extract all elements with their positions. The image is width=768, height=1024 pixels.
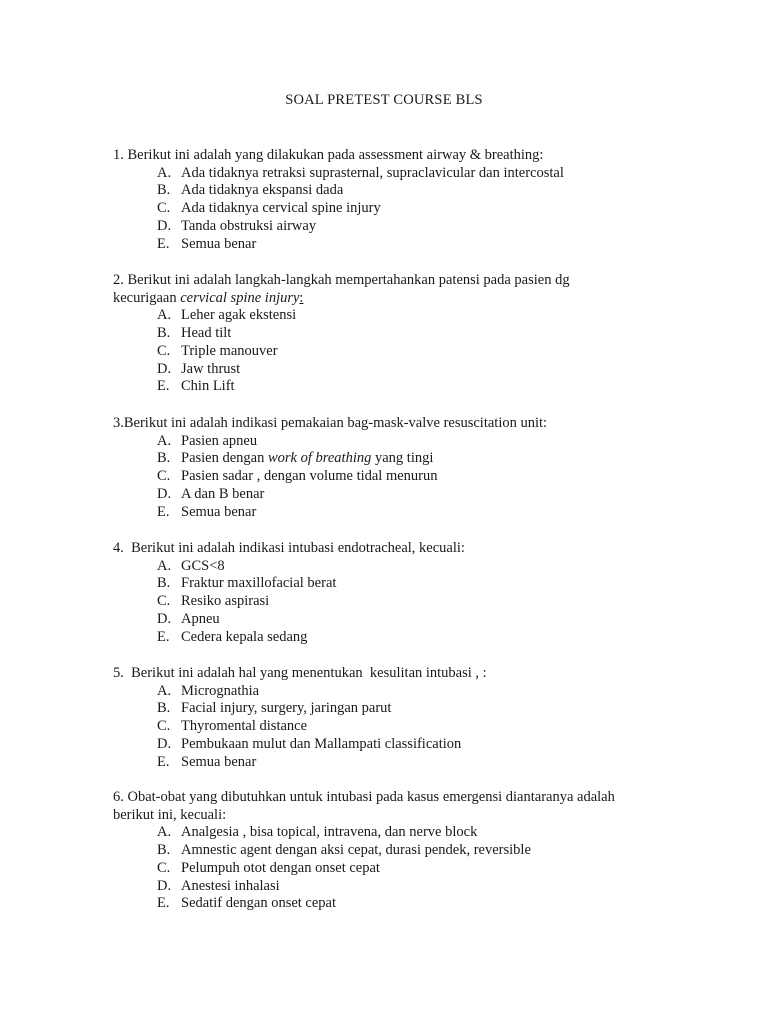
option-letter: B. [157,324,171,341]
question-stem-suffix: : [299,289,304,306]
option-text: Analgesia , bisa topical, intravena, dan nerve block [181,824,478,841]
option-e [113,629,673,647]
option-d [113,218,673,236]
option-text [181,450,433,468]
option-text: Resiko aspirasi [181,593,270,610]
option-letter: C. [157,200,171,217]
question-3 [113,415,673,522]
option-e [113,236,673,254]
question-stem-line1: 6. Obat-obat yang dibutuhkan untuk intubasi pada kasus emergensi diantaranya adalah [113,789,615,805]
option-letter: C. [157,593,171,610]
question-stem-prefix: kecurigaan [113,289,181,306]
option-text: Leher agak ekstensi [181,307,297,324]
question-1 [113,147,673,254]
option-c [113,860,673,878]
option-a [113,558,673,576]
option-text: Tanda obstruksi airway [181,217,317,234]
question-stem: 3.Berikut ini adalah indikasi pemakaian bag-mask-valve resuscitation unit: [113,415,548,431]
option-b [113,450,673,468]
option-letter: C. [157,468,171,485]
option-text: GCS<8 [181,557,225,574]
option-text: Pelumpuh otot dengan onset cepat [181,859,380,876]
option-c [113,200,673,218]
option-text: Semua benar [181,503,257,520]
option-text: Jaw thrust [181,360,241,377]
option-text: Semua benar [181,235,257,252]
option-letter: D. [157,485,172,502]
option-c [113,718,673,736]
option-letter: A. [157,307,172,324]
question-stem: 1. Berikut ini adalah yang dilakukan pada assessment airway & breathing: [113,147,544,163]
option-text: Anestesi inhalasi [181,877,280,894]
option-text: A dan B benar [181,485,265,502]
option-b [113,325,673,343]
option-letter: B. [157,700,171,717]
option-text: Thyromental distance [181,718,308,735]
option-list [113,683,673,772]
option-list [113,824,673,913]
option-text: Fraktur maxillofacial berat [181,575,337,592]
option-b [113,182,673,200]
option-text: Apneu [181,610,220,627]
option-a [113,683,673,701]
option-e [113,895,673,913]
option-letter: B. [157,575,171,592]
option-b [113,575,673,593]
option-text: Micrognathia [181,682,260,699]
option-text: Ada tidaknya cervical spine injury [181,200,381,217]
option-letter: D. [157,877,172,894]
question-4 [113,540,673,647]
option-d [113,486,673,504]
option-text: Cedera kepala sedang [181,628,308,645]
option-a [113,824,673,842]
question-2 [113,272,673,396]
option-list [113,165,673,254]
option-c [113,343,673,361]
option-a [113,165,673,183]
question-stem [113,272,673,307]
option-d [113,611,673,629]
option-text: Pembukaan mulut dan Mallampati classification [181,735,462,752]
option-letter: B. [157,182,171,199]
option-text: Chin Lift [181,378,235,395]
option-c [113,468,673,486]
option-b [113,842,673,860]
option-c [113,593,673,611]
document-title: SOAL PRETEST COURSE BLS [285,92,483,108]
option-letter: D. [157,610,172,627]
question-stem: 5. Berikut ini adalah hal yang menentukan kesulitan intubasi , : [113,665,487,681]
option-text: Pasien sadar , dengan volume tidal menurun [181,468,438,485]
option-letter: E. [157,378,170,395]
option-text: Triple manouver [181,342,278,359]
option-text: Ada tidaknya retraksi suprasternal, supraclavicular dan intercostal [181,164,564,181]
option-letter: A. [157,432,172,449]
option-e [113,754,673,772]
question-stem-italic: cervical spine injury [180,289,300,306]
option-letter: E. [157,235,170,252]
option-letter: D. [157,360,172,377]
option-text-suffix: yang tingi [371,450,434,467]
option-letter: D. [157,735,172,752]
option-list [113,558,673,647]
option-a [113,307,673,325]
option-letter: C. [157,718,171,735]
question-5 [113,665,673,772]
option-text-italic: work of breathing [267,450,372,467]
option-a [113,433,673,451]
option-letter: E. [157,503,170,520]
option-text: Pasien apneu [181,432,258,449]
option-text: Sedatif dengan onset cepat [181,895,337,912]
question-stem-line1: 2. Berikut ini adalah langkah-langkah mempertahankan patensi pada pasien dg [113,272,570,288]
option-list [113,307,673,396]
option-d [113,878,673,896]
option-letter: E. [157,895,170,912]
option-letter: A. [157,682,172,699]
option-letter: A. [157,557,172,574]
option-letter: B. [157,450,171,467]
option-letter: E. [157,628,170,645]
option-list [113,433,673,522]
option-text: Semua benar [181,753,257,770]
option-letter: A. [157,824,172,841]
option-letter: C. [157,342,171,359]
option-text: Ada tidaknya ekspansi dada [181,182,344,199]
option-b [113,700,673,718]
option-letter: A. [157,164,172,181]
option-letter: E. [157,753,170,770]
option-letter: B. [157,841,171,858]
question-stem [113,789,673,824]
question-stem-line2: berikut ini, kecuali: [113,806,227,823]
option-letter: D. [157,217,172,234]
option-text: Head tilt [181,324,232,341]
option-d [113,736,673,754]
option-text-prefix: Pasien dengan [181,450,268,467]
option-d [113,361,673,379]
option-text: Amnestic agent dengan aksi cepat, durasi pendek, reversible [181,841,531,858]
option-e [113,504,673,522]
option-text: Facial injury, surgery, jaringan parut [181,700,392,717]
question-stem: 4. Berikut ini adalah indikasi intubasi endotracheal, kecuali: [113,540,465,556]
option-e [113,378,673,396]
option-letter: C. [157,859,171,876]
question-6 [113,789,673,913]
